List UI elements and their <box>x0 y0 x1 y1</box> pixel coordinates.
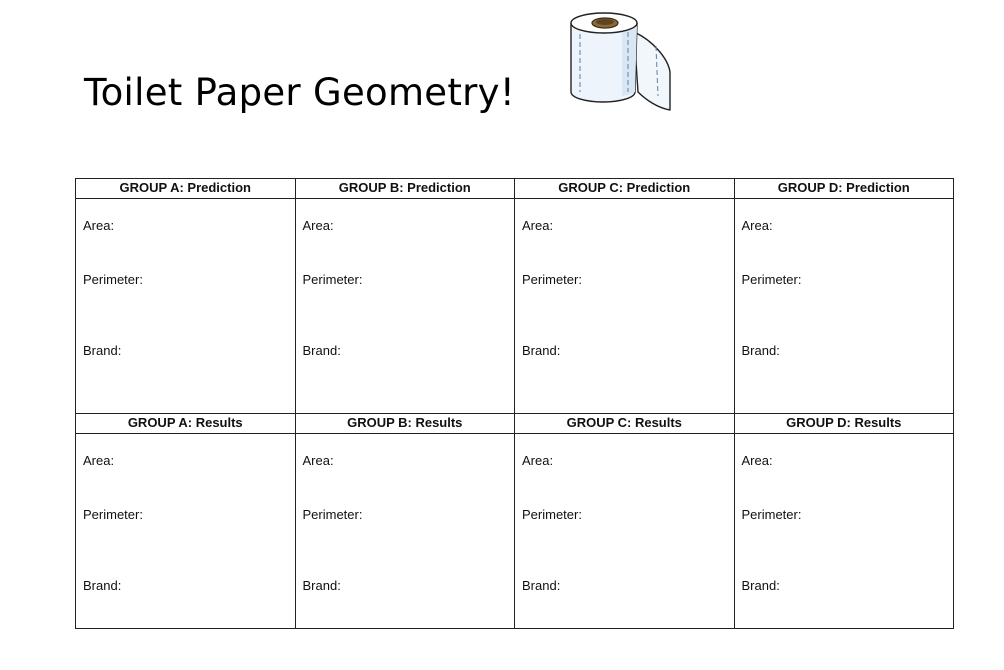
prediction-header-row <box>76 179 953 199</box>
group-d-prediction-header: GROUP D: Prediction <box>734 179 954 198</box>
perimeter-label: Perimeter: <box>522 507 582 522</box>
brand-label: Brand: <box>741 343 780 358</box>
group-c-results-header: GROUP C: Results <box>514 414 734 433</box>
perimeter-label: Perimeter: <box>83 272 143 287</box>
document-title: Toilet Paper Geometry! <box>84 71 516 114</box>
perimeter-label: Perimeter: <box>741 272 802 287</box>
results-header-row <box>76 413 953 434</box>
area-label: Area: <box>83 453 115 468</box>
results-section <box>76 413 953 628</box>
group-a-results-header: GROUP A: Results <box>127 415 243 430</box>
group-a-prediction-header: GROUP A: Prediction <box>119 180 251 195</box>
area-label: Area: <box>522 453 554 468</box>
perimeter-label: Perimeter: <box>302 507 363 522</box>
brand-label: Brand: <box>522 343 561 358</box>
brand-label: Brand: <box>83 343 122 358</box>
group-a-results-cell[interactable] <box>76 434 295 628</box>
group-c-results-cell[interactable] <box>514 434 734 628</box>
area-label: Area: <box>302 218 334 233</box>
area-label: Area: <box>522 218 554 233</box>
group-b-results-header: GROUP B: Results <box>295 414 515 433</box>
perimeter-label: Perimeter: <box>83 507 143 522</box>
prediction-body-row <box>76 199 953 413</box>
group-b-prediction-header: GROUP B: Prediction <box>295 179 515 198</box>
brand-label: Brand: <box>522 578 561 593</box>
group-a-prediction-cell[interactable] <box>76 199 295 413</box>
group-d-results-cell[interactable] <box>734 434 954 628</box>
perimeter-label: Perimeter: <box>302 272 363 287</box>
toilet-paper-roll-icon <box>560 6 676 116</box>
perimeter-label: Perimeter: <box>522 272 582 287</box>
group-b-results-cell[interactable] <box>295 434 515 628</box>
results-body-row <box>76 434 953 628</box>
group-c-prediction-cell[interactable] <box>514 199 734 413</box>
area-label: Area: <box>83 218 115 233</box>
prediction-section <box>76 179 953 413</box>
brand-label: Brand: <box>83 578 122 593</box>
brand-label: Brand: <box>302 343 341 358</box>
group-b-prediction-cell[interactable] <box>295 199 515 413</box>
group-c-prediction-header: GROUP C: Prediction <box>514 179 734 198</box>
area-label: Area: <box>741 453 773 468</box>
brand-label: Brand: <box>302 578 341 593</box>
group-table <box>75 178 954 629</box>
brand-label: Brand: <box>741 578 780 593</box>
area-label: Area: <box>741 218 773 233</box>
group-d-results-header: GROUP D: Results <box>734 414 954 433</box>
area-label: Area: <box>302 453 334 468</box>
group-d-prediction-cell[interactable] <box>734 199 954 413</box>
perimeter-label: Perimeter: <box>741 507 802 522</box>
